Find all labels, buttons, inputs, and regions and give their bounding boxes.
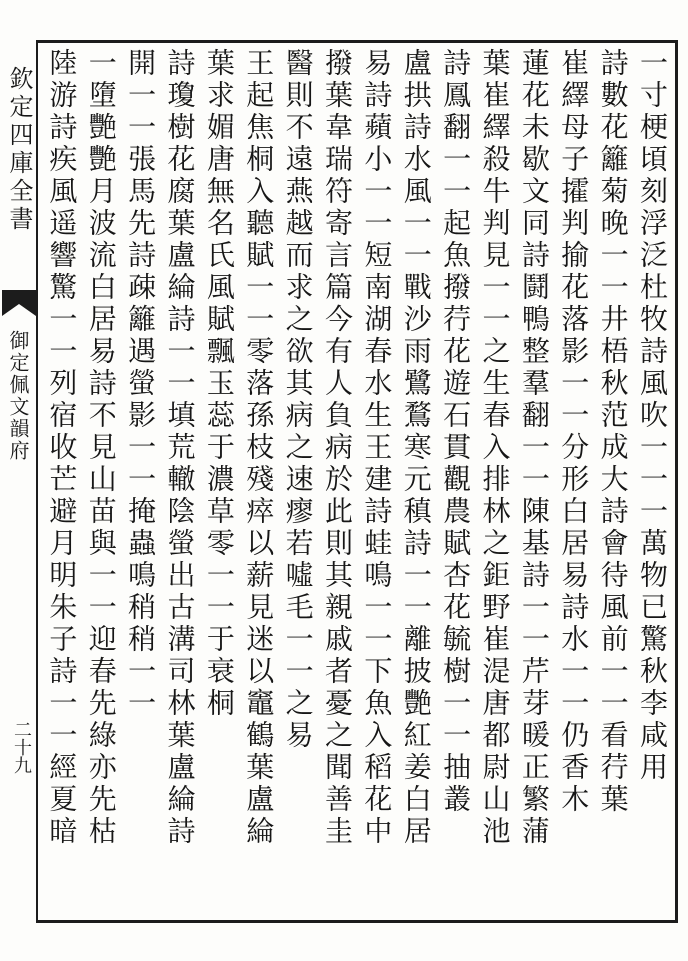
text-column: 盧拱詩水風一一戰沙雨鷺鶩寒元稹詩一一離披艷紅姜白居 [399, 48, 433, 848]
text-column: 詩鳳翻一一起魚撥荇花遊石貫觀農賦杏花毓樹一一抽叢 [439, 48, 473, 816]
text-column: 一墮艷艷月波流白居易詩不見山苗與一一迎春先綠亦先枯 [84, 48, 118, 848]
text-column: 葉求媚唐無名氏風賦飄玉蕊于濃草零一一于衰桐 [202, 48, 236, 720]
text-column: 開一一張馬先詩疎籬遇螢影一一掩蟲鳴稍稍一一 [124, 48, 158, 720]
book-title: 欽定四庫全書 [5, 66, 33, 234]
text-column: 王起焦桐入聽賦一一零落孫枝殘瘁以薪見迷以竈鶴葉盧綸 [242, 48, 276, 848]
text-column: 易詩蘋小一一短南湖春水生王建詩蛙鳴一一下魚入稻花中 [360, 48, 394, 848]
text-column: 醫則不遠燕越而求之欲其病之速瘳若噓毛一一之易 [281, 48, 315, 752]
text-column: 詩數花籬菊晚一一井梧秋范成大詩會待風前一一看荇葉 [596, 48, 630, 816]
volume-title: 御定佩文韻府 [6, 330, 30, 462]
text-column: 撥葉韋瑞符寄言篇今有人負病於此則其親戚者憂之聞善圭 [321, 48, 354, 848]
page-number: 二十九 [11, 720, 32, 774]
margin-outer-rule [36, 40, 38, 923]
bottom-border-rule [38, 920, 678, 923]
fish-tail-ornament-icon [0, 286, 38, 326]
text-column: 崔繹母子攉判揄花落影一一分形白居易詩水一一仍香木 [557, 48, 591, 816]
top-border-rule [38, 40, 678, 43]
text-column: 詩瓊樹花腐葉盧綸詩一一填荒轍陰螢出古溝司林葉盧綸詩 [163, 48, 197, 848]
text-column: 陸游詩疾風遥響驚一一列宿收芒避月明朱子詩一一經夏暗 [45, 48, 79, 848]
right-border-rule [675, 40, 678, 923]
text-column: 一寸梗頃刻浮泛杜牧詩風吹一一一萬物已驚秋李咸用 [636, 48, 669, 784]
text-column: 蓮花未歇文同詩鬪鴨整羣翻一一陳基詩一一芹芽暖正繁蒲 [517, 48, 551, 848]
text-column: 葉崔繹殺牛判見一一之生春入排林之鉅野崔湜唐都尉山池 [478, 48, 512, 848]
